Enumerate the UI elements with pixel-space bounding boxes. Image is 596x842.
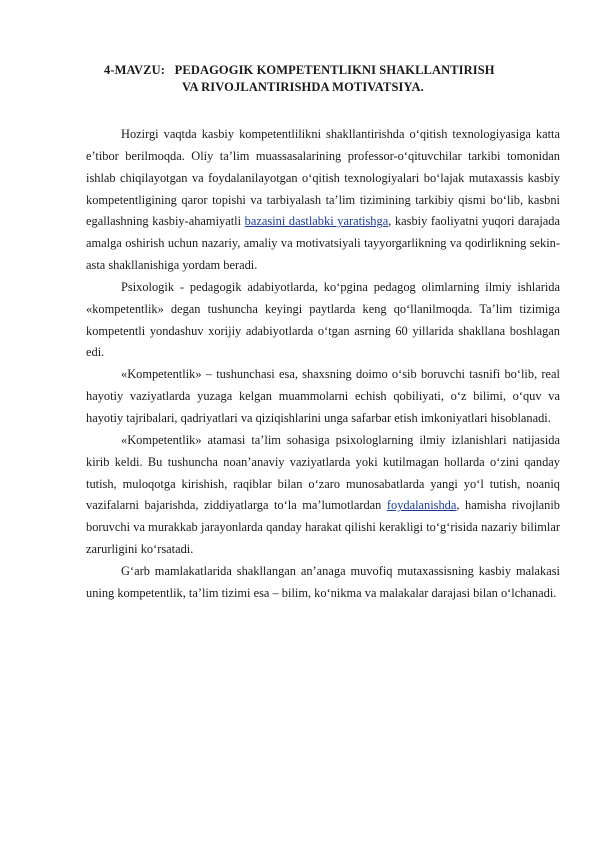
title-line-2: VA RIVOJLANTIRISHDA MOTIVATSIYA. xyxy=(182,80,424,94)
paragraph xyxy=(86,430,560,561)
inline-link[interactable]: bazasini dastlabki yaratishga xyxy=(244,214,389,229)
paragraph xyxy=(86,561,560,605)
paragraph-text: , hamisha rivojlanib boruvchi va murakkab jarayonlarda qanday harakat qilishi kerakligi to‘g‘risida nazariy bilimlar zarurligini ko‘rsatadi. xyxy=(86,498,560,557)
paragraph-text: «Kompetentlik» – tushunchasi esa, shaxsning doimo o‘sib boruvchi tasnifi bo‘lib, real hayotiy vaziyatlarda yuzaga kelgan muammolarni echish qobiliyati, o‘z bilimi, o‘quv va hayotiy tajribalari, qadriyatlari va qiziqishlarini unga safarbar etish imkoniyatlari hisoblanadi. xyxy=(86,367,560,425)
paragraph xyxy=(86,364,560,430)
paragraph-text: Psixologik - pedagogik adabiyotlarda, ko‘pgina pedagog olimlarning ilmiy ishlarida «kompetentlik» degan tushuncha keyingi paytlarda keng qo‘llanilmoqda. Ta’lim tizimiga kompetentli yondashuv xorijiy adabiyotlarda o‘tgan asrning 60 yillarida shakllana boshlagan edi. xyxy=(86,279,560,360)
paragraph-text: G‘arb mamlakatlarida shakllangan an’anaga muvofiq mutaxassisning kasbiy malakasi uning kompetentlik, ta’lim tizimi esa – bilim, ko‘nikma va malakalar darajasi bilan o‘lchanadi. xyxy=(86,563,560,600)
paragraph-text: «Kompetentlik» atamasi ta’lim sohasiga psixologlarning ilmiy izlanishlari natijasida kirib keldi. Bu tushuncha noan’anaviy vaziyatlarda yoki kutilmagan hollarda o‘zini qanday tutish, muloqotga kirishish, raqiblar bilan o‘zaro munosabatlarda yangi yo‘l tutish, noaniq vazifalarni bajarishda, ziddiyatlarga to‘la ma’lumotlardan xyxy=(86,432,560,513)
title-text-1: PEDAGOGIK KOMPETENTLIKNI SHAKLLANTIRISH xyxy=(174,63,495,77)
topic-number: 4-MAVZU: xyxy=(104,63,165,77)
paragraph-text: Hozirgi vaqtda kasbiy kompetentlilikni shakllantirishda o‘qitish texnologiyasiga katta e’tibor berilmoqda. Oliy ta’lim muassasalarining professor-o‘qituvchilar tarkibi tomonidan ishlab chiqilayotgan va foydalanilayotgan o‘qitish texnologiyalari bo‘lajak mutaxassis kasbiy kompetentligining qaror topishi va tarbiyalash ta’lim tizimining tarkibiy qismi bo‘lib, kasbni egallashning kasbiy-ahamiyatli xyxy=(86,127,560,229)
inline-link[interactable]: foydalanishda xyxy=(386,498,457,513)
title-line-1 xyxy=(104,62,564,79)
page-title xyxy=(104,62,564,96)
paragraph-text: , kasbiy faoliyatni yuqori darajada amalga oshirish uchun nazariy, amaliy va motivatsiyali tayyorgarlikning va qodirlikning sekin-asta shakllanishiga yordam beradi. xyxy=(86,214,560,273)
paragraph xyxy=(86,124,560,277)
body-text xyxy=(86,124,560,605)
paragraph xyxy=(86,277,560,364)
